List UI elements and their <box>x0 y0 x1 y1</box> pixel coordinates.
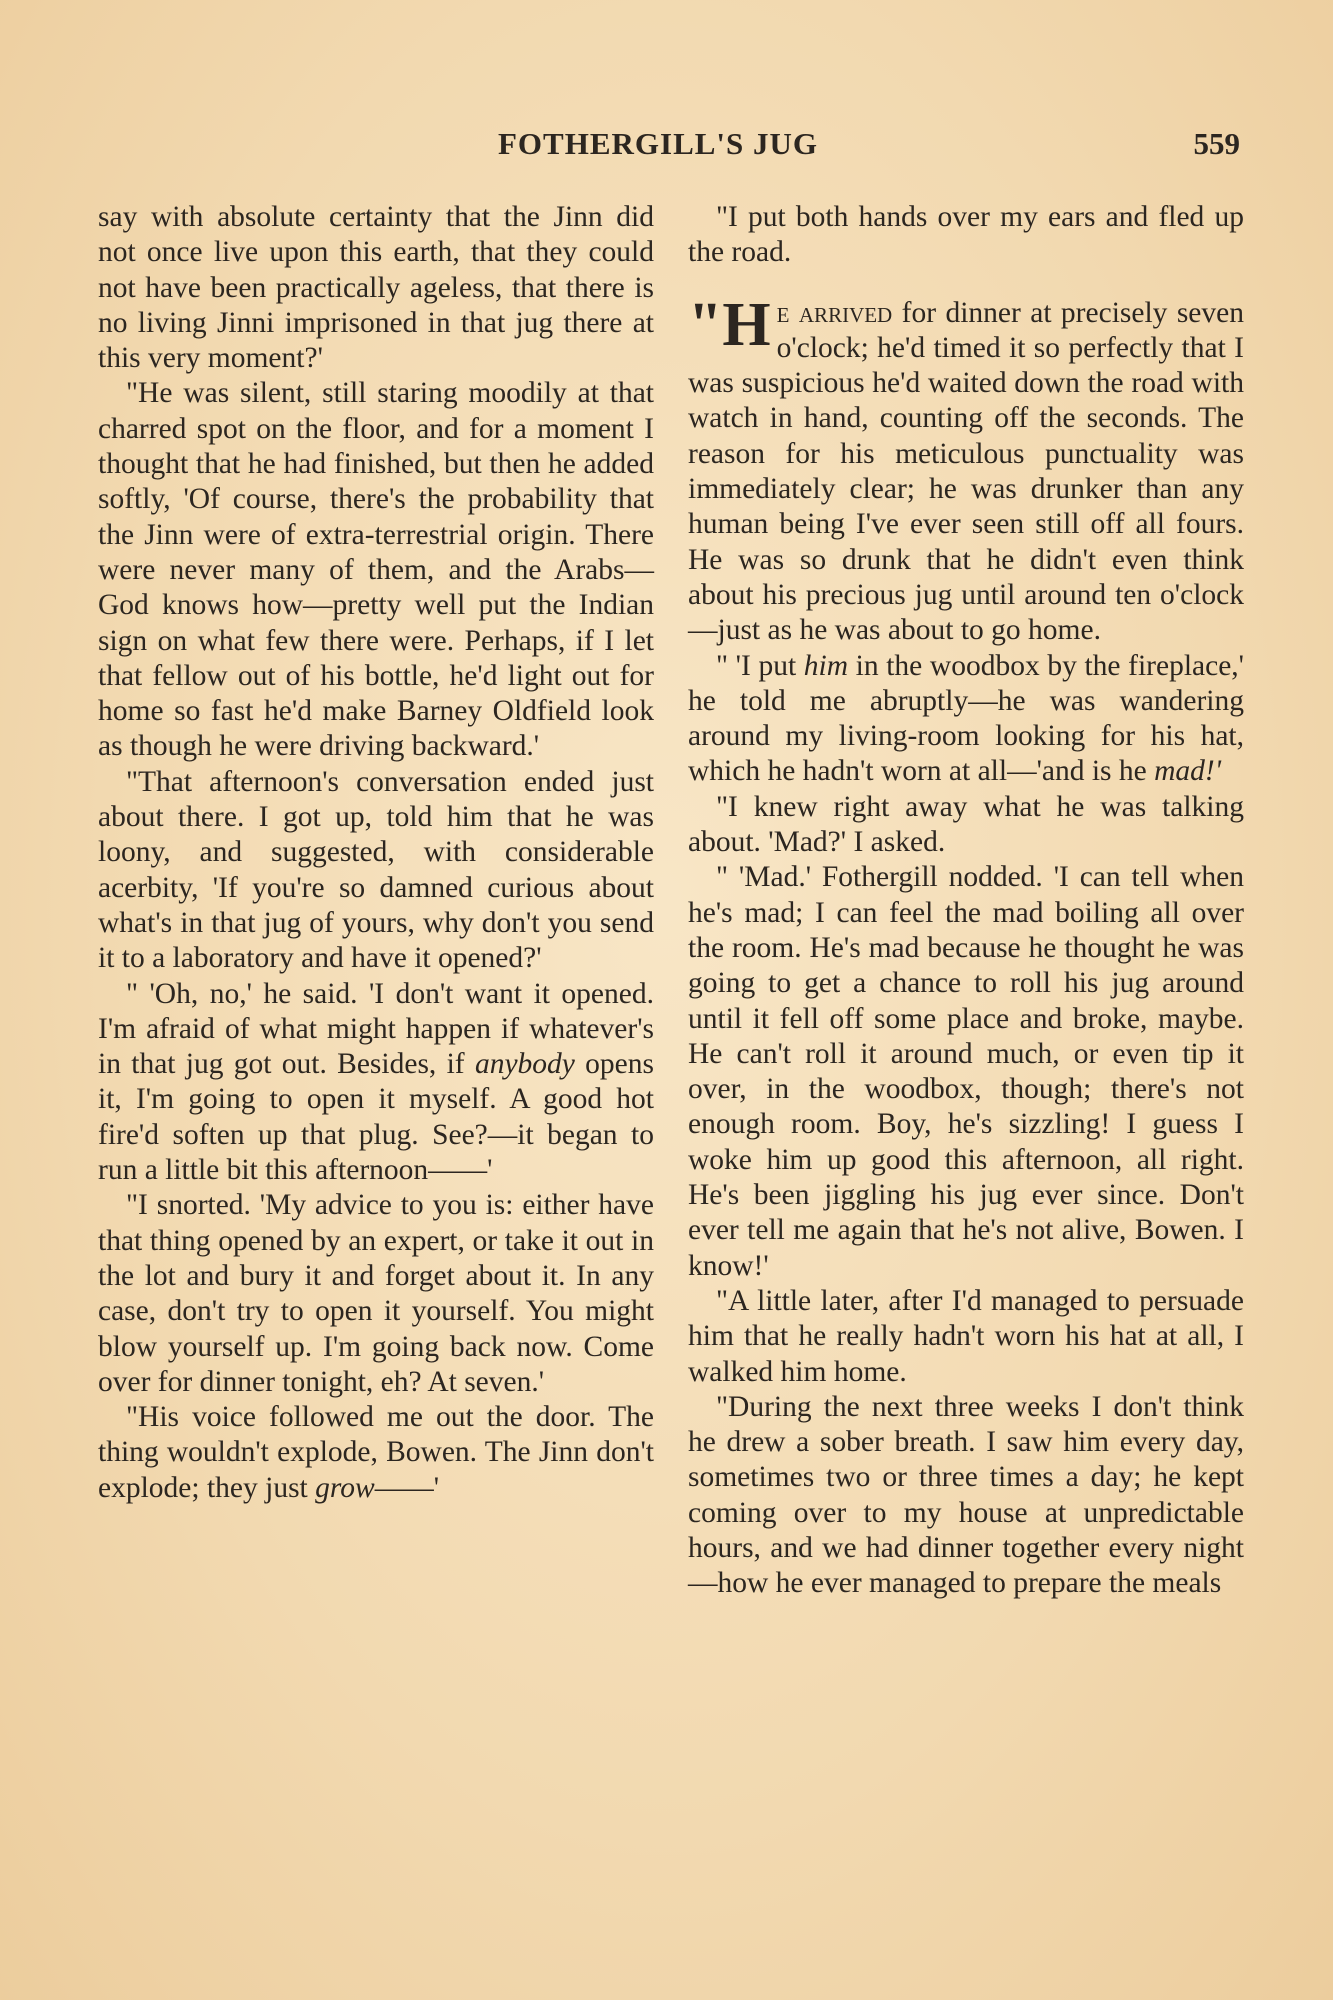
text-run: " 'Oh, no,' he said. 'I don't want it opened. I'm afraid of what might happen if whatever's in that jug got out. Besides, if <box>98 977 654 1081</box>
text-run: "His voice followed me out the door. The thing wouldn't explode, Bowen. The Jinn don't explode; they just <box>98 1401 654 1504</box>
text-run: in the woodbox by the fireplace,' he told me abruptly—he was wandering around my living-room looking for his hat, which he hadn't worn at all—'and is he <box>688 649 1244 788</box>
paragraph <box>98 977 654 1189</box>
paragraph: " 'Mad.' Fothergill nodded. 'I can tell when he's mad; I can feel the mad boiling all over the room. He's mad because he thought he was going to get a chance to roll his jug around until it fell off some place and broke, maybe. He can't roll it around much, or even tip it over, in the woodbox, though; there's not enough room. Boy, he's sizzling! I guess I woke him up good this afternoon, all right. He's been jiggling his jug ever since. Don't ever tell me again that he's not alive, Bowen. I know!' <box>688 861 1244 1282</box>
left-column <box>98 200 654 1506</box>
paragraph: say with absolute certainty that the Jinn did not once live upon this earth, that they could not have been practically ageless, that there is no living Jinni imprisoned in that jug there at this very moment?' <box>98 201 654 375</box>
small-caps-lead: e arrived <box>776 296 893 329</box>
paragraph: "I snorted. 'My advice to you is: either have that thing opened by an expert, or take it out in the lot and bury it and forget about it. In any case, don't try to open it yourself. You might blow yourself up. I'm going back now. Come over for dinner tonight, eh? At seven.' <box>98 1189 654 1398</box>
paragraph <box>688 649 1244 790</box>
paragraph: "That afternoon's conversation ended just about there. I got up, told him that he was loony, and suggested, with considerable acerbity, 'If you're so damned curious about what's in that jug of yours, why don't you send it to a laboratory and have it opened?' <box>98 765 654 975</box>
italic-text: anybody <box>474 1048 575 1081</box>
section-opening-paragraph <box>688 290 1244 649</box>
opening-quote: " <box>688 290 723 359</box>
right-column <box>688 200 1244 1602</box>
paragraph: "I put both hands over my ears and fled up the road. <box>688 201 1244 269</box>
paragraph <box>98 1400 654 1506</box>
running-title: FOTHERGILL'S JUG <box>498 126 819 161</box>
italic-text: him <box>803 649 849 682</box>
page-header <box>460 126 1240 172</box>
drop-cap-letter: H <box>722 290 771 359</box>
text-run: " 'I put <box>716 649 804 682</box>
italic-text: grow <box>315 1471 375 1504</box>
drop-cap <box>688 290 771 359</box>
paragraph: "He was silent, still staring moodily at that charred spot on the floor, and for a moment I thought that he had finished, but then he added softly, 'Of course, there's the probability that the Jinn were of extra-terrestrial origin. There were never many of them, and the Arabs—God knows how—pretty well put the Indian sign on what few there were. Perhaps, if I let that fellow out of his bottle, he'd light out for home so fast he'd make Barney Oldfield look as though he were driving backward.' <box>98 377 654 763</box>
paragraph: "A little later, after I'd managed to persuade him that he really hadn't worn his hat at all, I walked him home. <box>688 1284 1244 1388</box>
text-run: ——' <box>374 1471 440 1504</box>
text-run: opens it, I'm going to open it myself. A good hot fire'd soften up that plug. See?—it began to run a little bit this afternoon——' <box>98 1048 655 1187</box>
paragraph: "I knew right away what he was talking about. 'Mad?' I asked. <box>688 790 1244 859</box>
page-number: 559 <box>1193 126 1240 161</box>
text-run: for dinner at precisely seven o'clock; he'd timed it so perfectly that I was suspicious he'd waited down the road with watch in hand, counting off the seconds. The reason for his meticulous punctuality was immediately clear; he was drunker than any human being I've ever seen still off all fours. He was so drunk that he didn't even think about his precious jug until around ten o'clock—just as he was about to go home. <box>688 296 1244 647</box>
italic-text: mad!' <box>1154 755 1222 788</box>
paragraph: "During the next three weeks I don't think he drew a sober breath. I saw him every day, sometimes two or three times a day; he kept coming over to my house at unpredictable hours, and we had dinner together every night—how he ever managed to prepare the meals <box>688 1390 1244 1600</box>
